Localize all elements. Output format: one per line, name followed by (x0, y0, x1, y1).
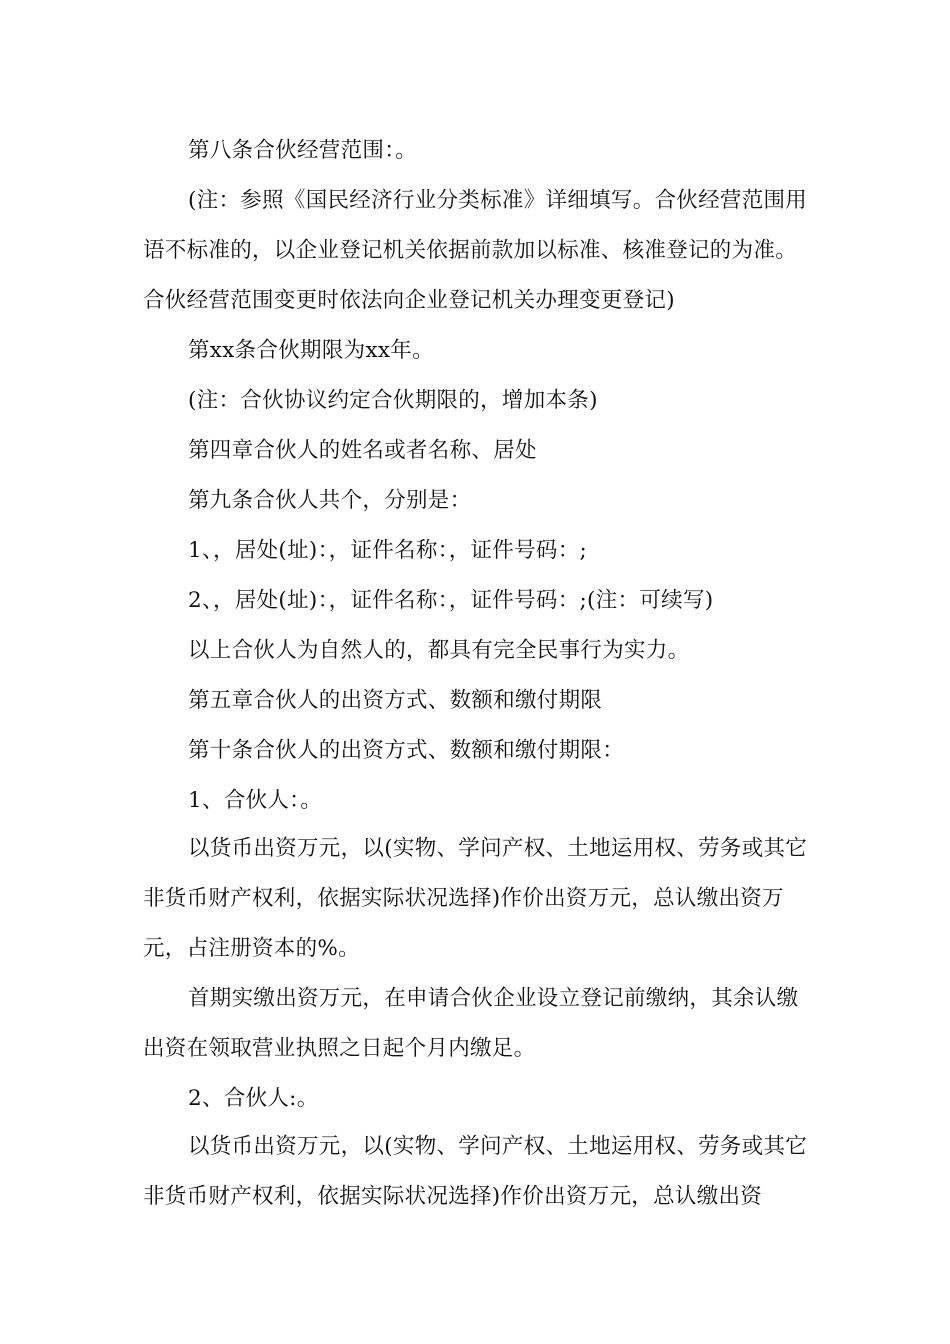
partner-2-contribution: 以货币出资万元，以(实物、学问产权、土地运用权、劳务或其它非货币财产权利，依据实际状况选择)作价出资万元，总认缴出资 (143, 1134, 808, 1209)
partner-2-heading: 2、合伙人:。 (188, 1086, 319, 1111)
partner-1-contribution: 以货币出资万元，以(实物、学问产权、土地运用权、劳务或其它非货币财产权利，依据实际状况选择)作价出资万元，总认缴出资万元，占注册资本的%。 (143, 836, 808, 961)
partner-1-line: 1、，居处(址)：，证件名称：，证件号码：; (188, 538, 588, 563)
article-10-contribution: 第十条合伙人的出资方式、数额和缴付期限： (188, 738, 625, 763)
article-9-partners: 第九条合伙人共个，分别是： (188, 488, 472, 513)
partner-1-heading: 1、合伙人：。 (188, 788, 323, 813)
article-term: 第xx条合伙期限为xx年。 (188, 338, 434, 363)
article-8-scope: 第八条合伙经营范围：。 (188, 138, 418, 163)
note-term: (注：合伙协议约定合伙期限的，增加本条) (188, 388, 598, 413)
partner-2-line: 2、，居处(址)：，证件名称：，证件号码：;(注：可续写) (188, 588, 714, 613)
chapter-5-heading: 第五章合伙人的出资方式、数额和缴付期限 (188, 688, 603, 713)
partner-1-first-payment: 首期实缴出资万元，在申请合伙企业设立登记前缴纳，其余认缴出资在领取营业执照之日起个月内缴足。 (143, 986, 799, 1061)
natural-person-capacity: 以上合伙人为自然人的，都具有完全民事行为实力。 (188, 638, 690, 663)
chapter-4-heading: 第四章合伙人的姓名或者名称、居处 (188, 438, 537, 463)
note-scope: (注：参照《国民经济行业分类标准》详细填写。合伙经营范围用语不标准的，以企业登记机关依据前款加以标准、核准登记的为准。合伙经营范围变更时依法向企业登记机关办理变更登记) (143, 188, 808, 313)
